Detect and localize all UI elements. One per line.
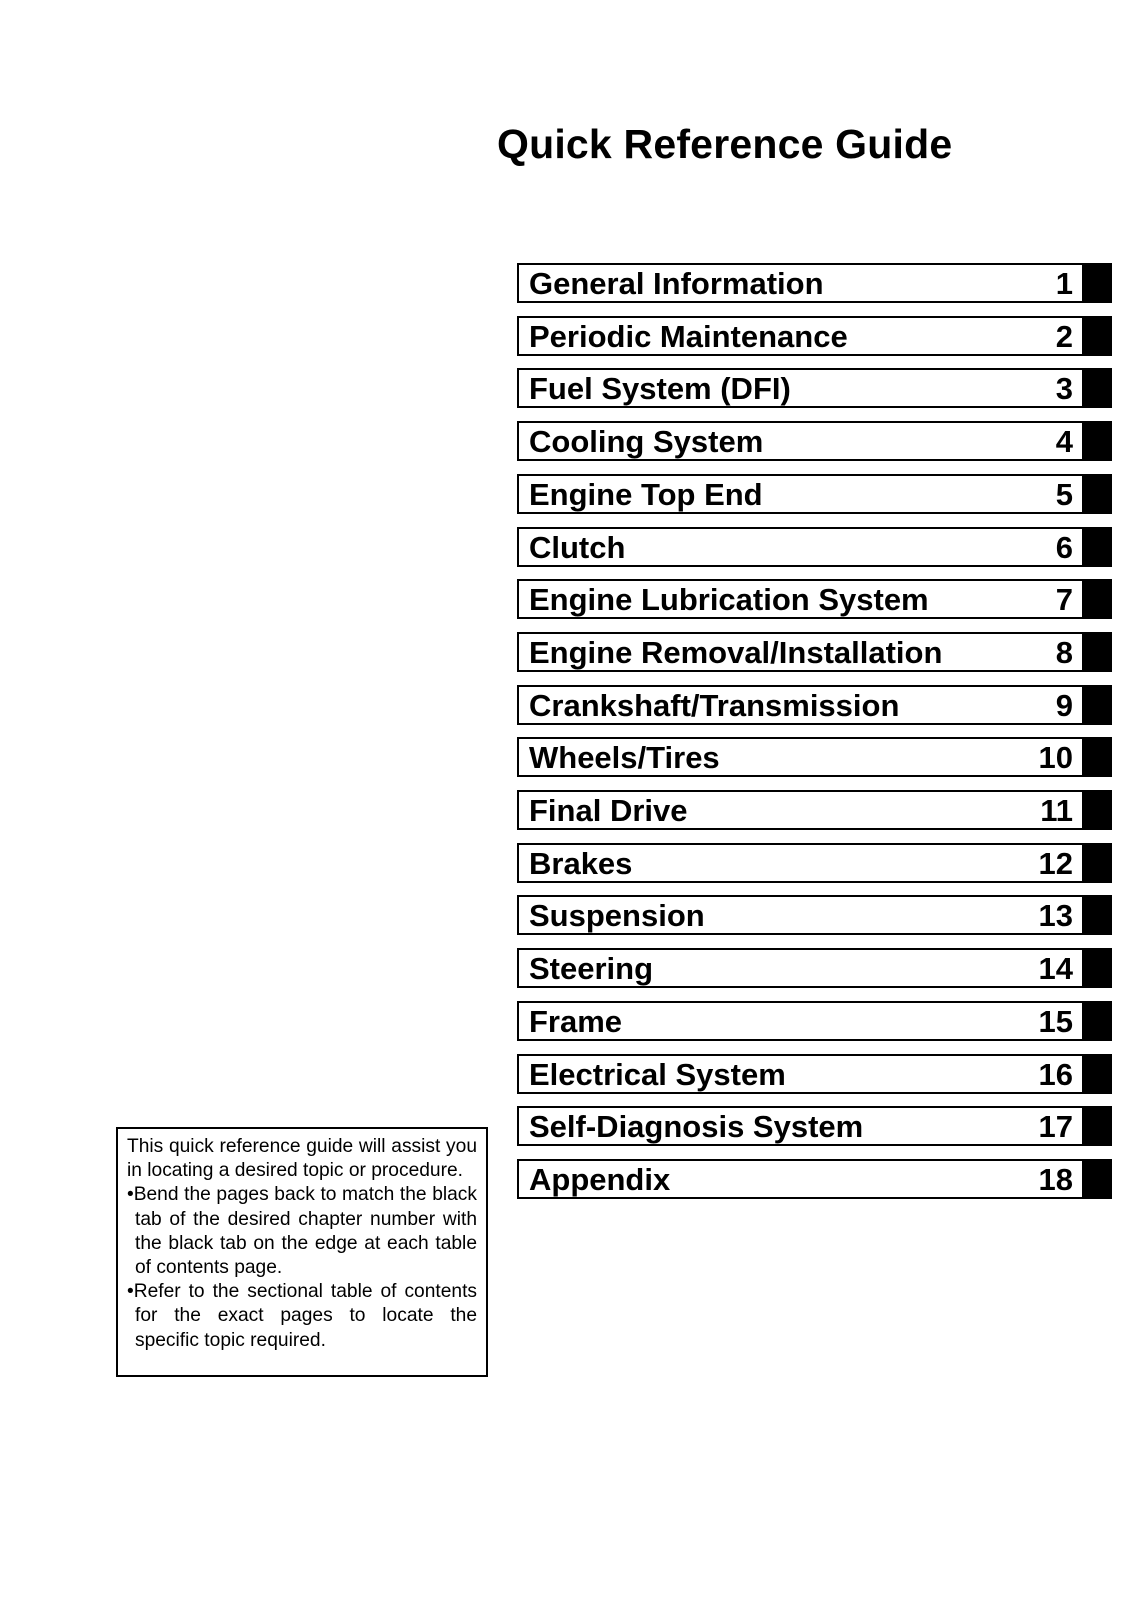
page-title: Quick Reference Guide [497,121,953,167]
chapter-number: 12 [1038,845,1073,881]
chapter-row-fuel-system[interactable] [517,368,1112,408]
chapter-number: 15 [1038,1003,1073,1039]
chapter-tab-marker [1084,527,1112,567]
chapter-row-final-drive[interactable] [517,790,1112,830]
chapter-label: Periodic Maintenance [529,318,848,354]
chapter-box [517,632,1084,672]
chapter-tab-marker [1084,474,1112,514]
chapter-row-crankshaft-transmission[interactable] [517,685,1112,725]
chapter-box [517,1001,1084,1041]
chapter-row-self-diagnosis-system[interactable] [517,1106,1112,1146]
chapter-number: 13 [1038,898,1073,934]
chapter-tab-marker [1084,421,1112,461]
chapter-box [517,685,1084,725]
chapter-number: 14 [1038,951,1073,987]
chapter-row-appendix[interactable] [517,1159,1112,1199]
chapter-box [517,1054,1084,1094]
chapter-label: Self-Diagnosis System [529,1109,864,1145]
chapter-box [517,948,1084,988]
chapter-tab-marker [1084,632,1112,672]
chapter-label: Final Drive [529,793,688,828]
chapter-tab-marker [1084,685,1112,725]
chapter-box [517,527,1084,567]
chapter-tab-marker [1084,263,1112,303]
chapter-number: 11 [1040,793,1073,828]
chapter-label: General Information [529,266,824,301]
chapter-row-frame[interactable] [517,1001,1112,1041]
chapter-row-periodic-maintenance[interactable] [517,316,1112,356]
chapter-label: Suspension [529,898,705,934]
chapter-row-general-information[interactable] [517,263,1112,303]
chapter-label: Appendix [529,1161,671,1197]
chapter-number: 17 [1038,1109,1073,1145]
chapter-row-steering[interactable] [517,948,1112,988]
chapter-label: Steering [529,951,654,987]
chapter-number: 3 [1055,371,1073,407]
chapter-box [517,1106,1084,1146]
chapter-box [517,263,1084,303]
chapter-number: 2 [1055,318,1073,354]
chapter-tab-marker [1084,948,1112,988]
chapter-label: Electrical System [529,1056,786,1092]
chapter-box [517,579,1084,619]
chapter-number: 16 [1038,1056,1073,1092]
chapter-number: 8 [1055,634,1073,670]
chapter-label: Engine Lubrication System [529,582,929,618]
chapter-box [517,368,1084,408]
chapter-number: 10 [1038,740,1073,776]
chapter-label: Cooling System [529,424,764,460]
note-bullet: •Refer to the sectional table of contents for the exact pages to locate the specific topic required. [127,1281,477,1351]
chapter-label: Wheels/Tires [529,740,720,776]
chapter-box [517,737,1084,777]
chapter-row-engine-removal-installation[interactable] [517,632,1112,672]
chapter-number: 1 [1055,266,1073,301]
chapter-tab-marker [1084,843,1112,883]
chapter-number: 9 [1055,687,1073,723]
chapter-tab-marker [1084,316,1112,356]
usage-note-box [116,1127,488,1377]
chapter-tab-marker [1084,1106,1112,1146]
chapter-box [517,421,1084,461]
chapter-number: 5 [1055,476,1073,512]
chapter-row-wheels-tires[interactable] [517,737,1112,777]
chapter-tab-marker [1084,368,1112,408]
chapter-box [517,316,1084,356]
chapter-label: Engine Top End [529,476,763,512]
chapter-tab-marker [1084,737,1112,777]
chapter-row-engine-lubrication-system[interactable] [517,579,1112,619]
note-bullet: •Bend the pages back to match the black tab of the desired chapter number with the black tab on the edge at each table of contents page. [127,1184,477,1279]
chapter-label: Brakes [529,845,633,881]
chapter-label: Crankshaft/Transmission [529,687,900,723]
chapter-tab-marker [1084,1159,1112,1199]
chapter-tab-marker [1084,1001,1112,1041]
chapter-box [517,474,1084,514]
chapter-label: Clutch [529,529,626,565]
chapter-tab-marker [1084,579,1112,619]
chapter-number: 7 [1055,582,1073,618]
chapter-box [517,790,1084,830]
chapter-row-cooling-system[interactable] [517,421,1112,461]
chapter-row-electrical-system[interactable] [517,1054,1112,1094]
chapter-row-suspension[interactable] [517,895,1112,935]
chapter-label: Fuel System (DFI) [529,371,791,407]
chapter-box [517,1159,1084,1199]
chapter-label: Frame [529,1003,623,1039]
chapter-row-clutch[interactable] [517,527,1112,567]
chapter-row-engine-top-end[interactable] [517,474,1112,514]
chapter-box [517,895,1084,935]
chapter-box [517,843,1084,883]
note-intro: This quick reference guide will assist you in locating a desired topic or procedure. [127,1136,477,1182]
chapter-row-brakes[interactable] [517,843,1112,883]
chapter-number: 18 [1038,1161,1073,1197]
chapter-tab-marker [1084,895,1112,935]
chapter-label: Engine Removal/Installation [529,634,943,670]
chapter-tab-marker [1084,1054,1112,1094]
chapter-tab-marker [1084,790,1112,830]
chapter-number: 4 [1055,424,1073,460]
chapter-number: 6 [1055,529,1073,565]
